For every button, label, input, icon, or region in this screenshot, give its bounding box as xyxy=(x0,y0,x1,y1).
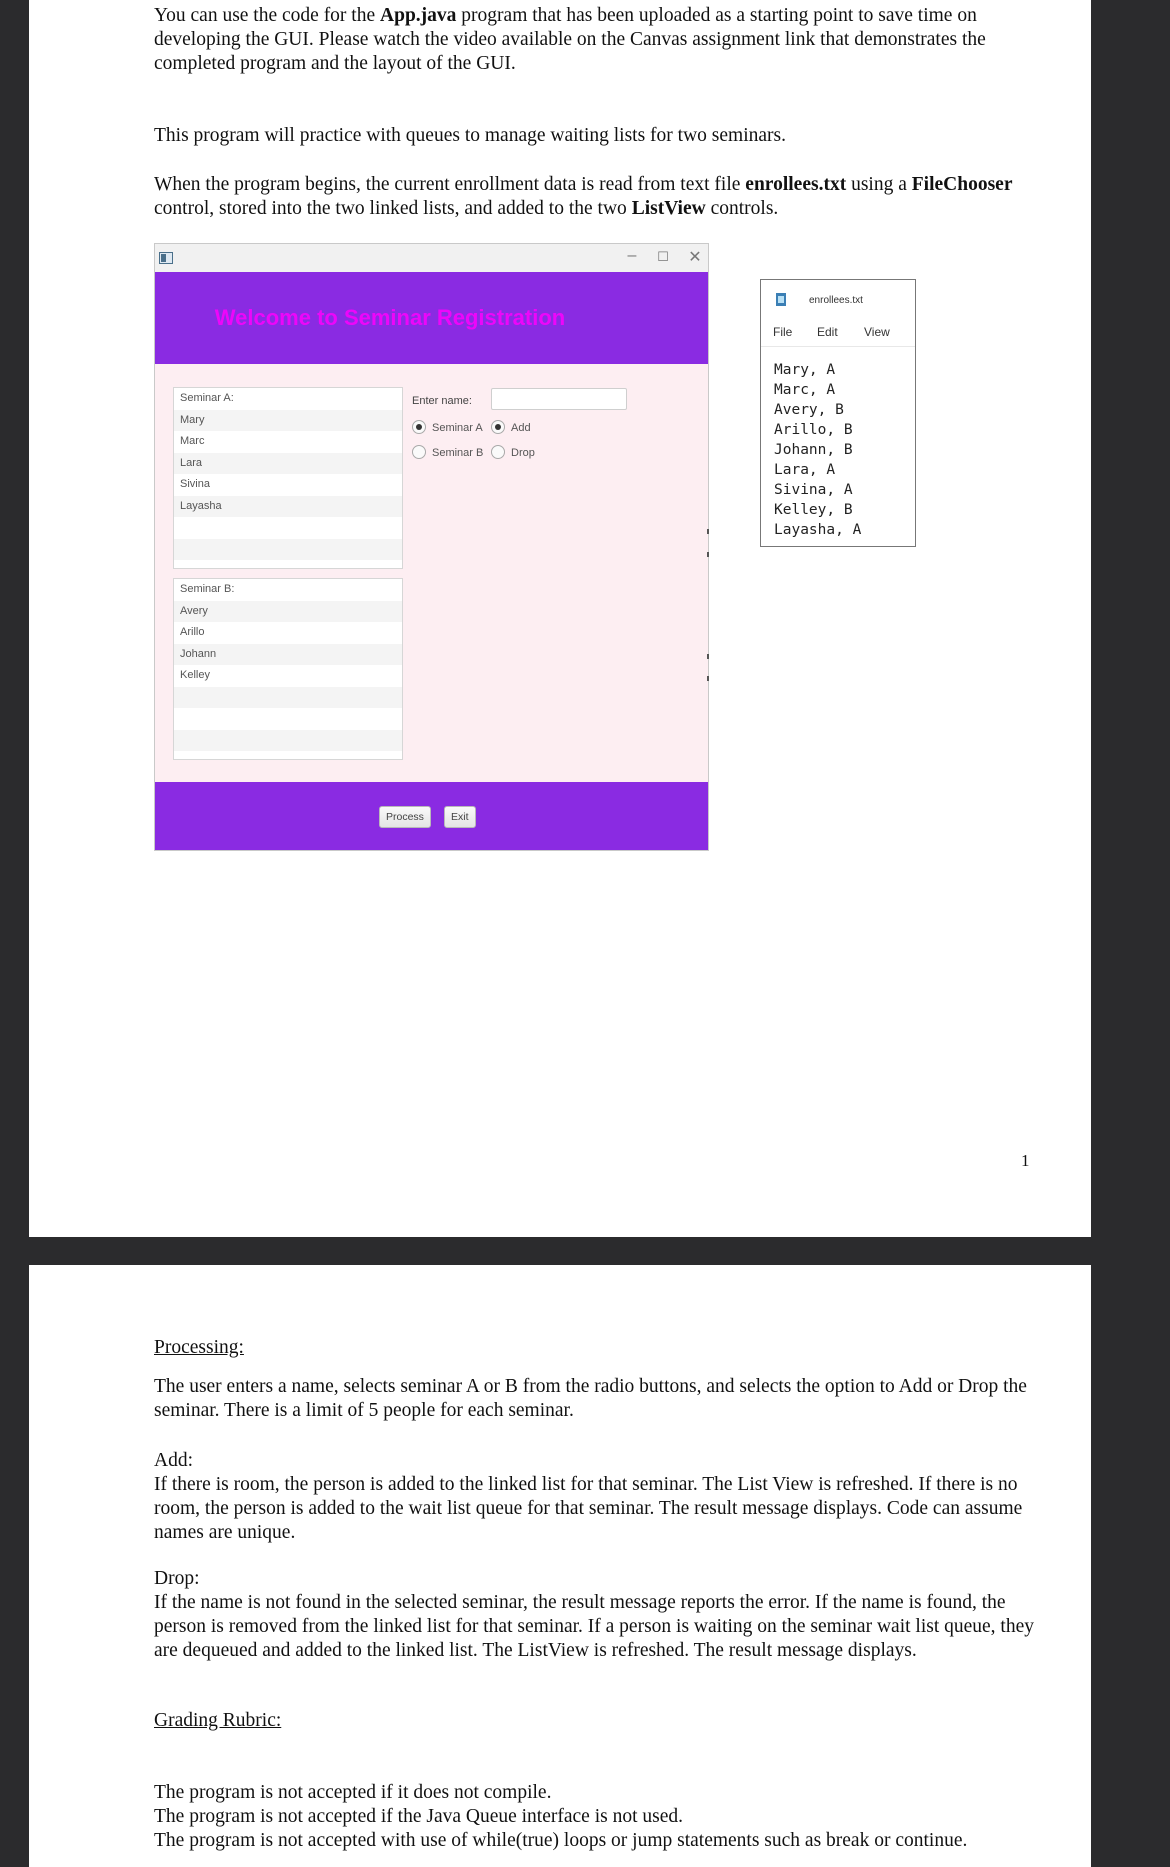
file-line: Sivina, A xyxy=(774,482,853,498)
menu-divider xyxy=(761,346,915,347)
list-empty-row xyxy=(174,708,402,730)
bold-term: App.java xyxy=(380,5,457,26)
window-edge-mark xyxy=(707,529,709,534)
text-run: program that has been uploaded as a starting point to save time on developing the GUI. Please watch the video available on the Canvas assignment link that demonstrates the completed program and the layout of the GUI. xyxy=(154,5,986,74)
list-item[interactable]: Marc xyxy=(180,435,205,447)
seminar-a-listview[interactable] xyxy=(173,387,403,569)
list-item[interactable]: Avery xyxy=(174,601,402,623)
file-line: Marc, A xyxy=(774,382,836,398)
file-line: Arillo, B xyxy=(774,422,853,438)
document-page-1 xyxy=(29,0,1091,1237)
app-footer xyxy=(155,782,708,850)
add-heading: Add: xyxy=(154,1450,193,1471)
add-paragraph: If there is room, the person is added to the linked list for that seminar. The List View is refreshed. If there is no room, the person is added to the wait list queue for that seminar. The result message displays. Code can assume names are unique. xyxy=(154,1474,1023,1543)
app-icon xyxy=(159,252,173,264)
menu-view[interactable]: View xyxy=(864,325,890,339)
rubric-heading: Grading Rubric: xyxy=(154,1710,282,1731)
list-item[interactable]: Sivina xyxy=(180,478,210,490)
file-line: Johann, B xyxy=(774,442,853,458)
text-run: When the program begins, the current enrollment data is read from text file xyxy=(154,174,746,195)
list-item[interactable]: Layasha xyxy=(174,496,402,518)
window-edge-mark xyxy=(707,676,709,681)
radio-selected-icon xyxy=(491,420,505,434)
list-header: Seminar B: xyxy=(180,583,235,595)
name-input[interactable] xyxy=(491,388,627,410)
file-line: Kelley, B xyxy=(774,502,853,518)
list-empty-row xyxy=(174,687,402,709)
radio-empty-icon xyxy=(491,445,505,459)
menu-file[interactable]: File xyxy=(773,325,793,339)
text-run: You can use the code for the xyxy=(154,5,381,26)
file-line: Avery, B xyxy=(774,402,844,418)
practice-paragraph: This program will practice with queues to manage waiting lists for two seminars. xyxy=(154,125,786,146)
seminar-b-listview[interactable] xyxy=(173,578,403,760)
radio-seminar-a[interactable]: Seminar A xyxy=(412,420,483,436)
enter-name-label: Enter name: xyxy=(412,395,472,407)
maximize-icon[interactable]: ☐ xyxy=(657,249,669,264)
bold-term: enrollees.txt xyxy=(745,174,847,195)
page-number: 1 xyxy=(1021,1151,1030,1170)
radio-add[interactable]: Add xyxy=(491,420,531,436)
list-empty-row xyxy=(174,730,402,752)
list-item[interactable]: Mary xyxy=(174,410,402,432)
list-header: Seminar A: xyxy=(180,392,234,404)
bold-term: ListView xyxy=(631,198,706,219)
list-item[interactable]: Johann xyxy=(174,644,402,666)
window-titlebar xyxy=(155,244,708,272)
exit-button[interactable]: Exit xyxy=(444,806,476,828)
list-empty-row xyxy=(174,517,402,539)
text-run: control, stored into the two linked lists, and added to the two xyxy=(154,198,632,219)
file-line: Mary, A xyxy=(774,362,836,378)
window-edge-mark xyxy=(707,654,709,659)
notepad-window xyxy=(760,279,916,547)
list-empty-row xyxy=(174,539,402,561)
close-icon[interactable]: ✕ xyxy=(688,249,702,266)
notepad-icon xyxy=(776,293,786,306)
drop-paragraph: If the name is not found in the selected seminar, the result message reports the error. If the name is found, the person is removed from the linked list for that seminar. If a person is waiting on the seminar wait list queue, they are dequeued and added to the linked list. The ListView is refreshed. The result message displays. xyxy=(154,1592,1035,1661)
menu-edit[interactable]: Edit xyxy=(817,325,838,339)
radio-drop[interactable]: Drop xyxy=(491,445,535,461)
window-edge-mark xyxy=(707,552,709,557)
file-line: Lara, A xyxy=(774,462,836,478)
file-line: Layasha, A xyxy=(774,522,862,538)
drop-heading: Drop: xyxy=(154,1568,200,1589)
notepad-content[interactable] xyxy=(774,360,861,540)
text-run: controls. xyxy=(705,198,779,219)
app-header xyxy=(155,272,708,364)
processing-heading: Processing: xyxy=(154,1337,244,1358)
rubric-line: The program is not accepted with use of while(true) loops or jump statements such as break or continue. xyxy=(154,1830,968,1851)
radio-seminar-b[interactable]: Seminar B xyxy=(412,445,483,461)
text-run: using a xyxy=(846,174,912,195)
radio-selected-icon xyxy=(412,420,426,434)
minimize-icon[interactable]: – xyxy=(627,247,637,264)
app-header-title: Welcome to Seminar Registration xyxy=(214,305,566,330)
document-page-2 xyxy=(29,1265,1091,1867)
list-item[interactable]: Kelley xyxy=(180,669,210,681)
radio-empty-icon xyxy=(412,445,426,459)
bold-term: FileChooser xyxy=(911,174,1013,195)
processing-paragraph: The user enters a name, selects seminar A or B from the radio buttons, and selects the option to Add or Drop the seminar. There is a limit of 5 people for each seminar. xyxy=(154,1376,1027,1421)
list-item[interactable]: Lara xyxy=(174,453,402,475)
begin-paragraph xyxy=(154,173,1054,221)
list-item[interactable]: Arillo xyxy=(180,626,205,638)
rubric-line: The program is not accepted if the Java Queue interface is not used. xyxy=(154,1806,684,1827)
notepad-title: enrollees.txt xyxy=(809,295,863,306)
process-button[interactable]: Process xyxy=(379,806,431,828)
intro-paragraph xyxy=(154,4,1054,76)
seminar-app-window xyxy=(154,243,709,851)
rubric-line: The program is not accepted if it does not compile. xyxy=(154,1782,552,1803)
